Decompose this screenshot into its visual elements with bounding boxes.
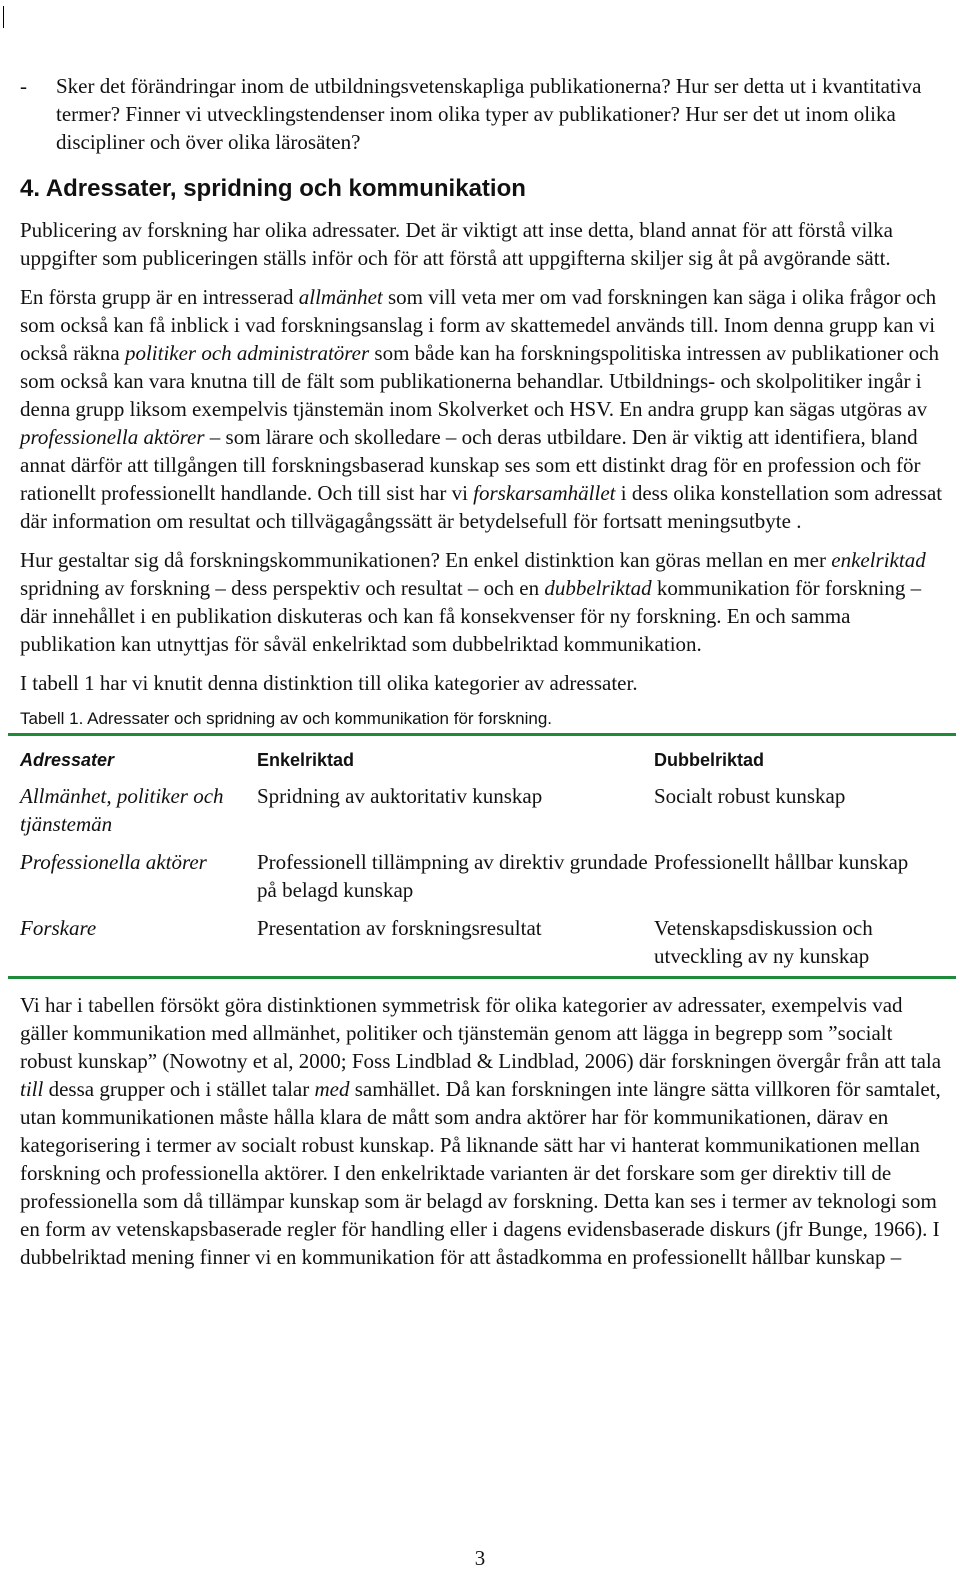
section-number: 4. xyxy=(20,175,41,202)
text-run: En första grupp är en intresserad xyxy=(20,285,299,309)
text-run: spridning av forskning – dess perspektiv och resultat – och en xyxy=(20,576,545,600)
emphasis: professionella aktörer xyxy=(20,425,205,449)
emphasis: till xyxy=(20,1077,44,1101)
emphasis: politiker och administratörer xyxy=(124,341,370,365)
text-run: kommunikation för forskning – där innehållet i en publikation diskuteras och kan få konsekvenser för ny forskning. En och samma publikation kan utnyttjas för såväl enkelriktad som dubbelriktad kommunikation. xyxy=(20,576,922,656)
section-heading xyxy=(20,174,944,204)
addressee-label: Professionella aktörer xyxy=(20,850,207,874)
table-row xyxy=(20,910,944,976)
text-cursor xyxy=(3,6,4,28)
table-header-row xyxy=(20,742,944,778)
table-bottom-rule xyxy=(8,976,956,979)
table-cell: Socialt robust kunskap xyxy=(654,784,846,808)
text-run: dessa grupper och i stället talar xyxy=(43,1077,315,1101)
text-run: Vi har i tabellen försökt göra distinktionen symmetrisk för olika kategorier av adressater, exempelvis vad gäller kommunikation med allmänhet, politiker och tjänstemän genom att lägga in begrepp som ”socialt robust kunskap” (Nowotny et al, 2000; Foss Lindblad & Lindblad, 2006) där forskningen övergår från att tala xyxy=(20,993,942,1073)
page-number: 3 xyxy=(474,1546,486,1570)
table-row xyxy=(20,844,944,910)
emphasis: allmänhet xyxy=(298,285,383,309)
addressee-label: Allmänhet, politiker och tjänstemän xyxy=(20,784,224,836)
section-title: Adressater, spridning och kommunikation xyxy=(45,175,526,202)
emphasis: forskarsamhället xyxy=(473,481,616,505)
emphasis: enkelriktad xyxy=(831,548,926,572)
text-run: Hur gestaltar sig då forskningskommunikationen? En enkel distinktion kan göras mellan en mer xyxy=(20,548,832,572)
addressee-cell xyxy=(20,778,257,844)
paragraph-intro: Publicering av forskning har olika adressater. Det är viktigt att inse detta, bland annat för att förstå vilka uppgifter som publiceringen ställs inför och för att förstå att uppgifterna skiljer sig åt på avgörande sätt. xyxy=(20,218,893,270)
emphasis: med xyxy=(314,1077,350,1101)
column-header-dubbelriktad: Dubbelriktad xyxy=(654,750,765,770)
table-cell: Spridning av auktoritativ kunskap xyxy=(257,784,543,808)
table-cell: Professionell tillämpning av direktiv grundade på belagd kunskap xyxy=(257,850,648,902)
paragraph-discussion xyxy=(20,991,944,1271)
paragraph-table-intro: I tabell 1 har vi knutit denna distinktion till olika kategorier av adressater. xyxy=(20,671,638,695)
table-caption: Tabell 1. Adressater och spridning av och kommunikation för forskning. xyxy=(20,709,552,728)
table-cell: Presentation av forskningsresultat xyxy=(257,916,542,940)
table-cell: Professionellt hållbar kunskap xyxy=(654,850,909,874)
bullet-marker: - xyxy=(20,74,27,98)
table-cell: Vetenskapsdiskussion och utveckling av ny kunskap xyxy=(654,916,873,968)
paragraph-communication xyxy=(20,546,944,658)
table-top-rule xyxy=(8,733,956,736)
column-header-adressater: Adressater xyxy=(20,750,115,770)
addressee-table xyxy=(20,742,944,976)
addressee-cell xyxy=(20,844,257,910)
addressee-cell xyxy=(20,910,257,976)
text-run: samhället. Då kan forskningen inte längre sätta villkoren för samtalet, utan kommunikationen måste hålla klara de mått som andra aktörer har för kommunikationen, därav en kategorisering i termer av socialt robust kunskap. På liknande sätt har vi hanterat kommunikationen mellan forskning och professionella aktörer. I den enkelriktade varianten är det forskare som ger direktiv till de professionella som då tillämpar kunskap som är belagd av forskning. Detta kan ses i termer av teknologi som en form av vetenskapsbaserade regler för handling eller i dagens evidensbaserade diskurs (jfr Bunge, 1966). I dubbelriktad mening finner vi en kommunikation för att åstadkomma en professionellt hållbar kunskap – xyxy=(20,1077,941,1269)
document-page xyxy=(20,72,944,1282)
bullet-item xyxy=(20,72,944,156)
text-run: som vill veta mer om vad forskningen kan säga i olika frågor och som också kan få inblick i vad forskningsanslag i form av skattemedel används till. Inom denna grupp kan vi också räkna xyxy=(20,285,937,365)
addressee-label: Forskare xyxy=(20,916,97,940)
table-row xyxy=(20,778,944,844)
paragraph-groups xyxy=(20,283,944,535)
column-header-enkelriktad: Enkelriktad xyxy=(257,750,355,770)
bullet-text: Sker det förändringar inom de utbildningsvetenskapliga publikationerna? Hur ser detta ut i kvantitativa termer? Finner vi utvecklingstendenser inom olika typer av publikationer? Hur ser det ut inom olika discipliner och över olika lärosäten? xyxy=(56,74,922,154)
text-run: – som lärare och skolledare – och deras utbildare. Den är viktig att identifiera, bland annat därför att tillgången till forskningsbaserad kunskap ses som ett distinkt drag för en profession och för rationellt professionellt handlande. Och till sist har vi xyxy=(20,425,921,505)
text-run: i dess olika konstellation som adressat där information om resultat och tillvägagångssätt är betydelsefull för fortsatt meningsutbyte . xyxy=(20,481,943,533)
emphasis: dubbelriktad xyxy=(544,576,652,600)
text-run: som både kan ha forskningspolitiska intressen av publikationer och som också kan vara knutna till de fält som publikationerna behandlar. Utbildnings- och skolpolitiker ingår i denna grupp liksom exempelvis tjänstemän inom Skolverket och HSV. En andra grupp kan sägas utgöras av xyxy=(20,341,939,421)
